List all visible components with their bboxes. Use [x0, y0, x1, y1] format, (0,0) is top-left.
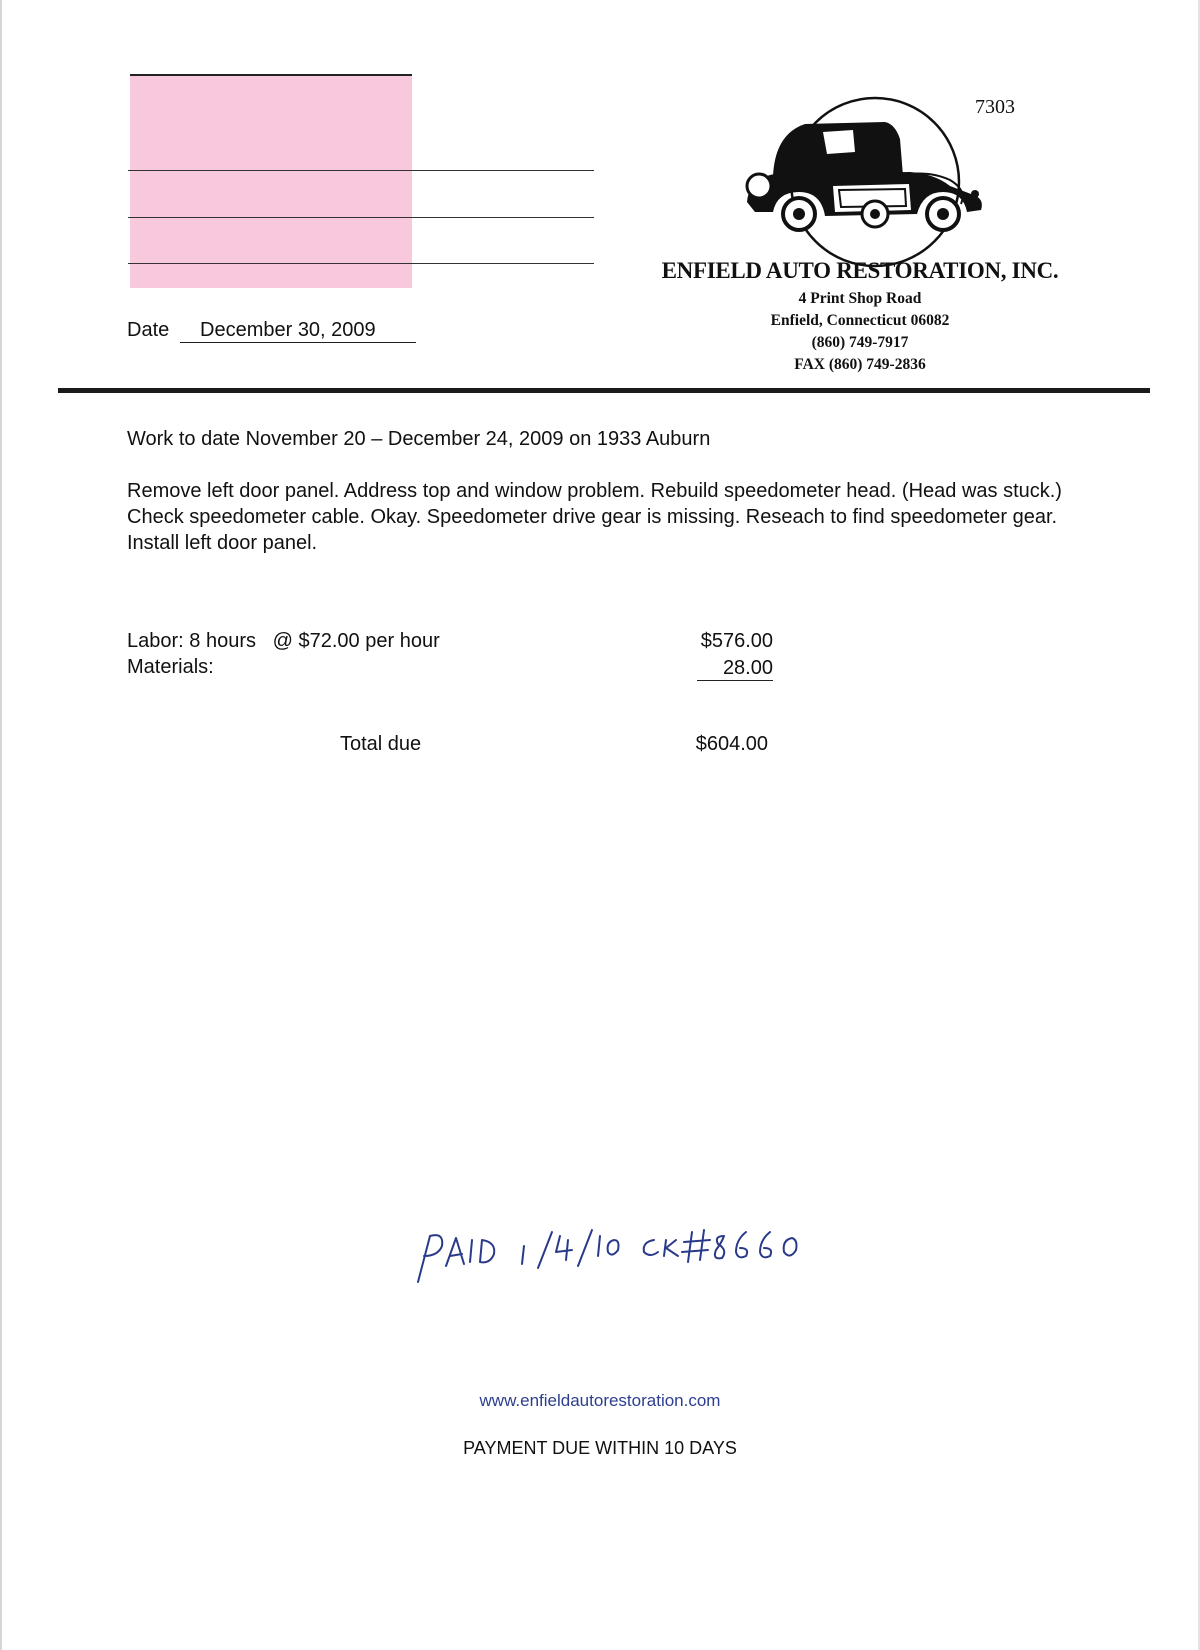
company-name: ENFIELD AUTO RESTORATION, INC.: [661, 258, 1059, 283]
work-title: Work to date November 20 – December 24, 2009 on 1933 Auburn: [127, 428, 711, 450]
company-website-link[interactable]: www.enfieldautorestoration.com: [479, 1391, 721, 1410]
labor-label: Labor: 8 hours @ $72.00 per hour: [127, 630, 440, 652]
company-address-line1: 4 Print Shop Road: [798, 290, 922, 307]
work-description: Remove left door panel. Address top and window problem. Rebuild speedometer head. (Head was stuck.) Check speedometer cable. Okay. Speedometer drive gear is missing. Reseach to find speedometer gear. Install left door panel.: [127, 480, 1062, 554]
address-line-1: [128, 170, 594, 171]
address-line-2: [128, 217, 594, 218]
handwritten-paid-note: [410, 1210, 830, 1290]
date-value: December 30, 2009: [180, 319, 416, 343]
invoice-number: 7303: [975, 96, 1015, 118]
company-phone: (860) 749-7917: [811, 334, 909, 351]
company-fax: FAX (860) 749-2836: [794, 356, 926, 373]
redacted-recipient-block: [130, 74, 412, 288]
labor-amount: $576.00: [700, 630, 773, 652]
date-label: Date: [127, 319, 170, 341]
address-line-3: [128, 263, 594, 264]
company-address-line2: Enfield, Connecticut 06082: [770, 312, 950, 329]
materials-amount: 28.00: [697, 656, 773, 681]
materials-label: Materials:: [127, 656, 214, 678]
total-amount: $604.00: [695, 733, 768, 755]
scan-edge-left: [0, 0, 2, 1650]
header-divider: [58, 388, 1150, 393]
total-label: Total due: [340, 733, 422, 755]
payment-terms: PAYMENT DUE WITHIN 10 DAYS: [463, 1438, 737, 1458]
car-logo-icon: [735, 94, 1005, 270]
